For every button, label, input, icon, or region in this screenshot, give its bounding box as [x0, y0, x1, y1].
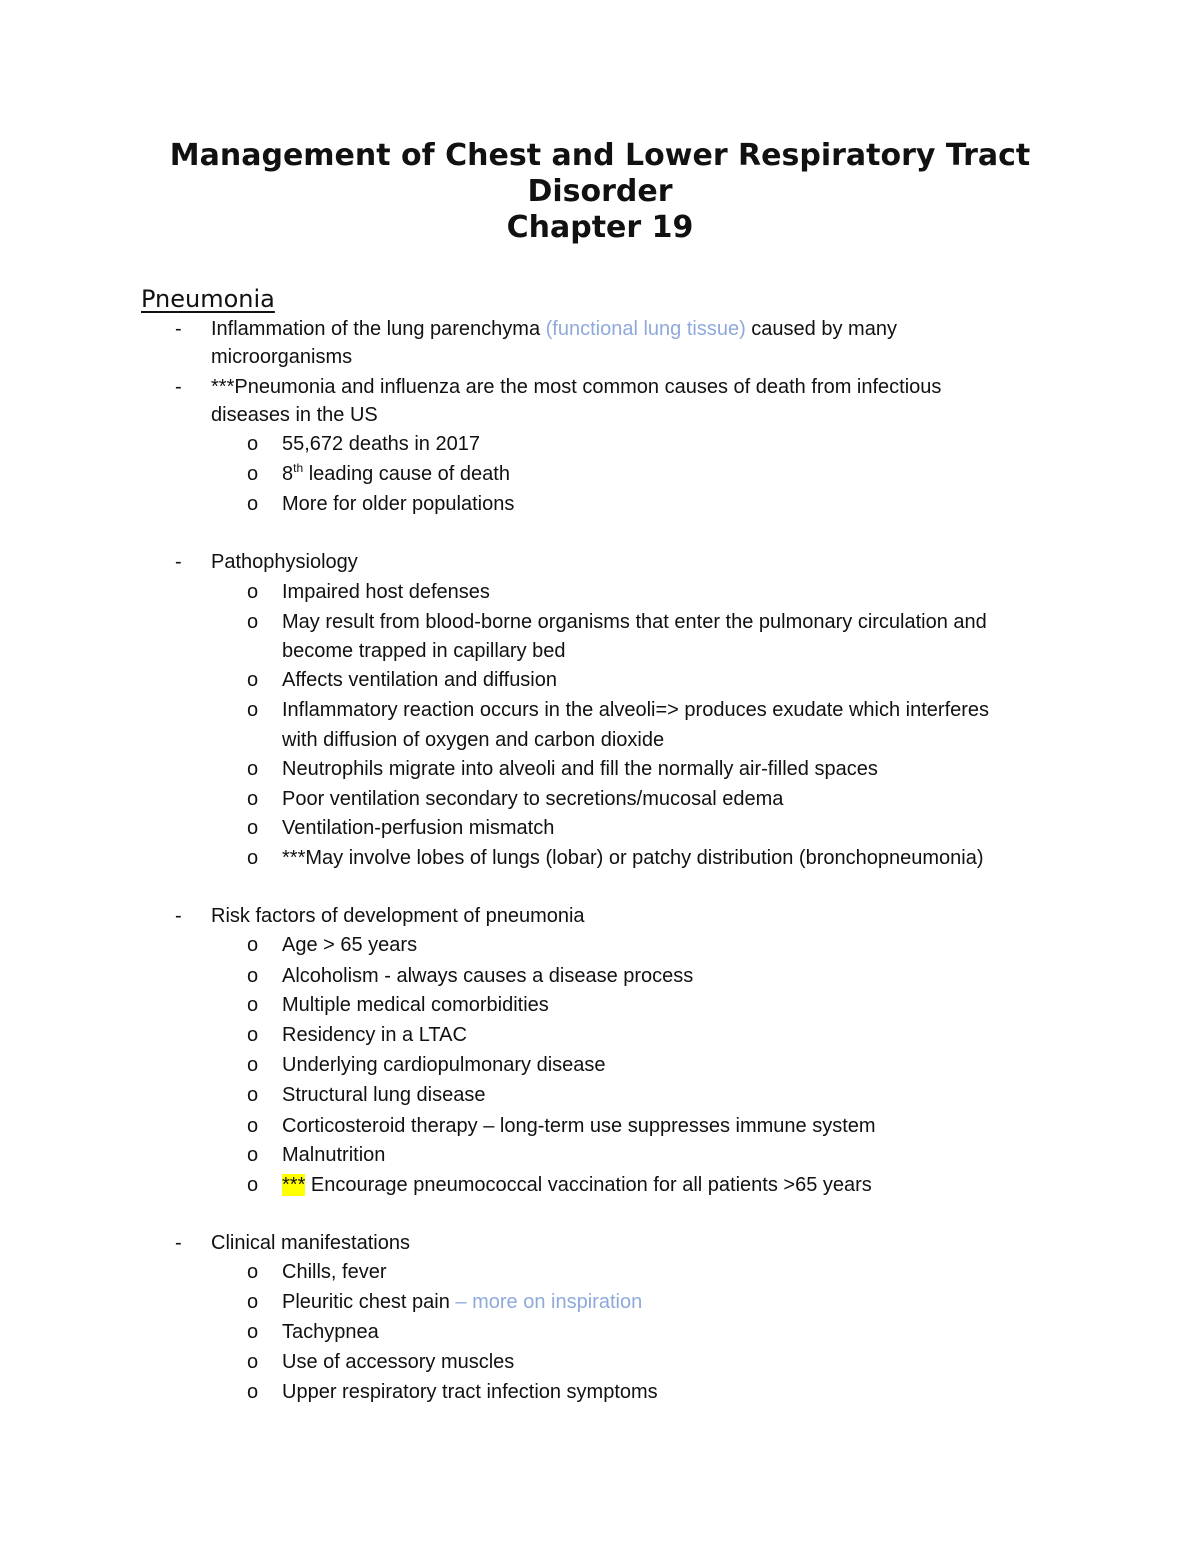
circle-bullet: o	[247, 463, 259, 485]
circle-bullet: o	[247, 493, 259, 515]
title-line-2: Disorder	[527, 174, 673, 209]
dash-bullet: -	[175, 376, 182, 398]
list-item: Structural lung disease	[282, 1084, 486, 1106]
list-item: Inflammatory reaction occurs in the alveoli=> produces exudate which interferes	[282, 699, 990, 721]
list-item	[282, 1174, 872, 1197]
circle-bullet: o	[247, 994, 259, 1016]
list-item: Upper respiratory tract infection symptoms	[282, 1381, 658, 1403]
circle-bullet: o	[247, 669, 259, 691]
clinical-manifestations-label: Clinical manifestations	[211, 1232, 410, 1254]
circle-bullet: o	[247, 1054, 259, 1076]
document-title	[0, 138, 1200, 246]
list-item: Multiple medical comorbidities	[282, 994, 549, 1016]
circle-bullet: o	[247, 1024, 259, 1046]
list-item-text: leading cause of death	[303, 463, 510, 485]
list-item: 55,672 deaths in 2017	[282, 433, 480, 455]
common-causes-line-1: ***Pneumonia and influenza are the most common causes of death from infectious	[211, 376, 942, 398]
list-item: Underlying cardiopulmonary disease	[282, 1054, 606, 1076]
list-item-note: – more on inspiration	[455, 1291, 643, 1313]
circle-bullet: o	[247, 965, 259, 987]
list-item: Chills, fever	[282, 1261, 387, 1283]
list-item	[282, 1291, 642, 1314]
ordinal-number: 8	[282, 463, 294, 485]
list-item: May result from blood-borne organisms that enter the pulmonary circulation and	[282, 611, 987, 633]
circle-bullet: o	[247, 1381, 259, 1403]
circle-bullet: o	[247, 1321, 259, 1343]
circle-bullet: o	[247, 433, 259, 455]
circle-bullet: o	[247, 1115, 259, 1137]
title-line-1: Management of Chest and Lower Respiratory Tract	[169, 138, 1031, 173]
circle-bullet: o	[247, 1351, 259, 1373]
list-item: Malnutrition	[282, 1144, 386, 1166]
circle-bullet: o	[247, 1261, 259, 1283]
circle-bullet: o	[247, 817, 259, 839]
circle-bullet: o	[247, 1144, 259, 1166]
circle-bullet: o	[247, 788, 259, 810]
list-item	[282, 463, 510, 486]
circle-bullet: o	[247, 1174, 259, 1196]
definition-text: Inflammation of the lung parenchyma	[211, 318, 546, 340]
risk-factors-label: Risk factors of development of pneumonia	[211, 905, 585, 927]
title-line-3: Chapter 19	[506, 210, 694, 245]
list-item: Affects ventilation and diffusion	[282, 669, 557, 691]
list-item-text: Encourage pneumococcal vaccination for all patients >65 years	[305, 1174, 872, 1196]
dash-bullet: -	[175, 551, 182, 573]
list-item: Use of accessory muscles	[282, 1351, 515, 1373]
list-item: Poor ventilation secondary to secretions/mucosal edema	[282, 788, 784, 810]
list-item-text: Pleuritic chest pain	[282, 1291, 456, 1313]
circle-bullet: o	[247, 934, 259, 956]
dash-bullet: -	[175, 318, 182, 340]
definition-line-1	[211, 318, 897, 341]
circle-bullet: o	[247, 581, 259, 603]
pathophysiology-label: Pathophysiology	[211, 551, 358, 573]
list-item: Alcoholism - always causes a disease process	[282, 965, 694, 987]
dash-bullet: -	[175, 905, 182, 927]
list-item: Neutrophils migrate into alveoli and fill the normally air-filled spaces	[282, 758, 878, 780]
section-heading: Pneumonia	[141, 285, 275, 313]
list-item: Tachypnea	[282, 1321, 379, 1343]
list-item: More for older populations	[282, 493, 515, 515]
definition-text-end: caused by many	[745, 318, 897, 340]
definition-line-2: microorganisms	[211, 346, 353, 368]
circle-bullet: o	[247, 1084, 259, 1106]
circle-bullet: o	[247, 758, 259, 780]
list-item: Corticosteroid therapy – long-term use suppresses immune system	[282, 1115, 876, 1137]
circle-bullet: o	[247, 847, 259, 869]
list-item: Residency in a LTAC	[282, 1024, 467, 1046]
list-item-continuation: with diffusion of oxygen and carbon dioxide	[282, 729, 665, 751]
list-item: Ventilation-perfusion mismatch	[282, 817, 555, 839]
circle-bullet: o	[247, 699, 259, 721]
highlight-marker: ***	[282, 1174, 306, 1196]
definition-note: (functional lung tissue)	[545, 318, 746, 340]
ordinal-suffix: th	[293, 461, 304, 475]
circle-bullet: o	[247, 611, 259, 633]
circle-bullet: o	[247, 1291, 259, 1313]
common-causes-line-2: diseases in the US	[211, 404, 378, 426]
list-item: ***May involve lobes of lungs (lobar) or patchy distribution (bronchopneumonia)	[282, 847, 984, 869]
list-item: Impaired host defenses	[282, 581, 490, 603]
list-item-continuation: become trapped in capillary bed	[282, 640, 566, 662]
dash-bullet: -	[175, 1232, 182, 1254]
list-item: Age > 65 years	[282, 934, 418, 956]
